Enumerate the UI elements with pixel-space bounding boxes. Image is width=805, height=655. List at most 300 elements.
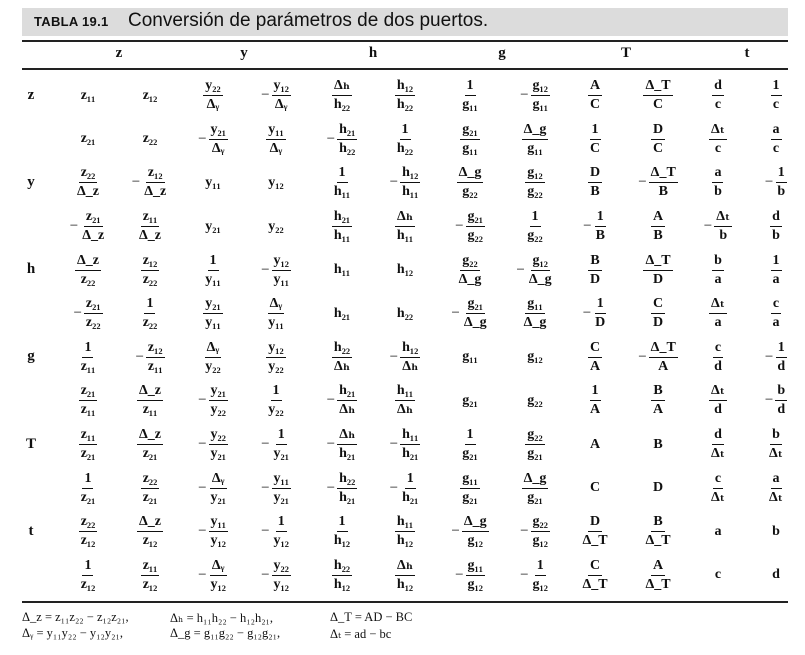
minus-sign: − xyxy=(261,479,270,496)
numerator: g₁₂ xyxy=(531,253,550,271)
minus-sign: − xyxy=(389,174,399,191)
top-rule xyxy=(22,40,788,42)
fraction xyxy=(75,253,101,288)
table-cell xyxy=(746,248,805,292)
denominator: Δ_g xyxy=(528,271,552,287)
fraction xyxy=(203,340,222,375)
denominator: y₂₂ xyxy=(268,402,284,418)
numerator: B xyxy=(651,383,664,401)
fraction xyxy=(771,78,782,113)
denominator: g₂₁ xyxy=(527,446,543,462)
numerator: b xyxy=(712,253,724,271)
cell-value: y₁₂ xyxy=(268,174,284,190)
minus-sign: − xyxy=(131,174,141,191)
table-cell xyxy=(120,118,180,162)
denominator: y₂₁ xyxy=(273,489,289,505)
table-cell xyxy=(375,161,435,205)
numerator: h₁₁ xyxy=(400,427,420,445)
minus-sign: − xyxy=(261,87,270,104)
numerator: y₂₁ xyxy=(203,296,222,314)
table-cell xyxy=(746,161,805,205)
fraction xyxy=(588,383,602,418)
table-cell xyxy=(440,336,500,380)
minus-sign: − xyxy=(389,348,399,365)
numerator: D xyxy=(588,165,602,183)
numerator: Δₜ xyxy=(709,296,727,314)
numerator: 1 xyxy=(595,209,606,227)
numerator: Δ_g xyxy=(522,122,549,140)
denominator: d xyxy=(777,358,786,374)
footnote-delta-g: Δ_g = g₁₁g₂₂ − g₁₂g₂₁, xyxy=(170,626,281,640)
fraction xyxy=(460,471,479,506)
denominator: y₂₁ xyxy=(210,489,226,505)
table-cell xyxy=(312,379,372,423)
fraction xyxy=(522,296,549,331)
numerator: y₂₂ xyxy=(209,427,228,445)
denominator: z₁₁ xyxy=(80,402,96,418)
numerator: Δ_z xyxy=(137,383,163,401)
fraction xyxy=(400,340,420,375)
numerator: Δₕ xyxy=(332,78,352,96)
table-cell xyxy=(375,466,435,510)
numerator: h₁₁ xyxy=(395,514,415,532)
denominator: g₁₂ xyxy=(532,576,548,592)
fraction xyxy=(146,340,165,375)
numerator: h₁₂ xyxy=(400,165,420,183)
minus-sign: − xyxy=(198,566,207,583)
minus-sign: − xyxy=(451,305,460,322)
denominator: Δ_z xyxy=(77,184,99,200)
denominator: Δₜ xyxy=(711,489,725,505)
fraction xyxy=(527,253,554,288)
fraction xyxy=(266,383,285,418)
fraction xyxy=(651,383,665,418)
fraction xyxy=(209,514,228,549)
fraction xyxy=(400,427,420,462)
denominator: g₂₂ xyxy=(527,228,543,244)
fraction xyxy=(531,78,550,113)
table-cell xyxy=(183,336,243,380)
cell-value: a xyxy=(714,523,722,539)
numerator: 1 xyxy=(82,471,93,489)
fraction xyxy=(709,383,727,418)
denominator: h₁₁ xyxy=(396,228,414,244)
denominator: h₁₂ xyxy=(333,576,351,592)
table-cell xyxy=(628,118,688,162)
fraction xyxy=(395,514,415,549)
fraction xyxy=(141,296,160,331)
fraction xyxy=(395,78,415,113)
denominator: C xyxy=(589,97,601,113)
numerator: 1 xyxy=(771,253,782,271)
numerator: z₁₂ xyxy=(146,340,165,358)
numerator: Δₕ xyxy=(337,427,357,445)
denominator: Δ_z xyxy=(82,228,105,244)
table-cell xyxy=(628,554,688,598)
fraction xyxy=(714,209,732,244)
minus-sign: − xyxy=(764,174,774,191)
table-cell xyxy=(628,423,688,467)
numerator: y₂₂ xyxy=(203,78,222,96)
fraction xyxy=(643,558,672,593)
minus-sign: − xyxy=(326,436,336,453)
numerator: h₂₁ xyxy=(332,209,352,227)
table-cell xyxy=(375,205,435,249)
table-cell xyxy=(375,379,435,423)
numerator: z₂₁ xyxy=(84,296,103,314)
fraction xyxy=(775,165,787,200)
fraction xyxy=(771,122,782,157)
table-cell xyxy=(246,118,306,162)
numerator: a xyxy=(771,122,782,140)
fraction xyxy=(80,209,106,244)
table-cell xyxy=(565,510,625,554)
fraction xyxy=(588,253,602,288)
denominator: Δₜ xyxy=(769,489,783,505)
fraction xyxy=(712,165,724,200)
numerator: 1 xyxy=(530,209,541,227)
denominator: y₂₂ xyxy=(268,358,284,374)
table-cell xyxy=(440,292,500,336)
footnote-delta-t: Δₜ = ad − bc xyxy=(330,627,392,641)
cell-value: h₁₁ xyxy=(333,262,351,278)
table-cell xyxy=(183,379,243,423)
denominator: y₁₂ xyxy=(273,576,289,592)
minus-sign: − xyxy=(455,566,464,583)
fraction xyxy=(466,209,485,244)
denominator: z₂₂ xyxy=(80,271,96,287)
numerator: y₂₂ xyxy=(272,558,291,576)
denominator: A xyxy=(658,358,669,374)
fraction xyxy=(457,253,484,288)
table-cell xyxy=(688,74,748,118)
numerator: Δ_g xyxy=(522,471,549,489)
table-cell xyxy=(505,466,565,510)
denominator: Δᵧ xyxy=(269,140,283,156)
table-cell xyxy=(246,466,306,510)
fraction xyxy=(580,514,609,549)
denominator: z₂₁ xyxy=(142,446,158,462)
denominator: g₁₁ xyxy=(532,97,548,113)
denominator: c xyxy=(714,97,722,113)
numerator: C xyxy=(588,340,602,358)
numerator: y₁₂ xyxy=(266,340,285,358)
numerator: h₁₂ xyxy=(400,340,420,358)
fraction xyxy=(395,558,415,593)
fraction xyxy=(272,253,291,288)
table-cell xyxy=(375,74,435,118)
footnote-delta-y: Δᵧ = y₁₁y₂₂ − y₁₂y₂₁, xyxy=(22,626,123,640)
denominator: g₂₁ xyxy=(462,489,478,505)
denominator: h₂₁ xyxy=(402,446,419,462)
denominator: g₂₂ xyxy=(467,228,483,244)
fraction xyxy=(79,514,98,549)
table-cell xyxy=(688,554,748,598)
fraction xyxy=(209,122,228,157)
table-cell xyxy=(628,292,688,336)
numerator: d xyxy=(770,209,782,227)
table-cell xyxy=(183,205,243,249)
numerator: z₂₂ xyxy=(141,471,160,489)
cell-value: z₁₁ xyxy=(80,87,96,103)
table-title: Conversión de parámetros de dos puertos. xyxy=(128,10,489,31)
denominator: Δ_g xyxy=(463,315,487,331)
minus-sign: − xyxy=(135,348,144,365)
table-cell xyxy=(565,118,625,162)
column-header-z: z xyxy=(115,45,123,61)
table-cell xyxy=(246,336,306,380)
fraction xyxy=(400,165,420,200)
cell-value: g₁₁ xyxy=(462,349,478,365)
table-cell xyxy=(246,248,306,292)
table-cell xyxy=(628,466,688,510)
table-cell xyxy=(58,423,118,467)
table-cell xyxy=(58,161,118,205)
numerator: Δₕ xyxy=(395,209,415,227)
table-cell xyxy=(183,248,243,292)
fraction xyxy=(332,340,352,375)
table-cell xyxy=(58,510,118,554)
table-cell xyxy=(565,336,625,380)
denominator: Δₕ xyxy=(402,358,419,374)
denominator: g₁₁ xyxy=(462,140,478,156)
bottom-rule xyxy=(22,601,788,603)
cell-value: z₂₁ xyxy=(80,131,96,147)
fraction xyxy=(457,165,484,200)
column-header-T: T xyxy=(620,45,631,61)
table-cell xyxy=(746,336,805,380)
denominator: g₂₁ xyxy=(462,446,478,462)
numerator: a xyxy=(771,471,782,489)
denominator: z₁₂ xyxy=(80,576,96,592)
denominator: h₁₁ xyxy=(402,184,419,200)
fraction xyxy=(203,78,222,113)
table-cell xyxy=(565,292,625,336)
table-cell xyxy=(246,205,306,249)
denominator: B xyxy=(658,184,668,200)
numerator: Δ_g xyxy=(462,514,489,532)
fraction xyxy=(588,78,602,113)
fraction xyxy=(651,122,665,157)
table-cell xyxy=(688,248,748,292)
fraction xyxy=(770,209,782,244)
fraction xyxy=(79,558,98,593)
numerator: g₁₁ xyxy=(466,558,485,576)
denominator: g₂₂ xyxy=(527,184,543,200)
cell-value: D xyxy=(652,480,664,496)
table-cell xyxy=(505,161,565,205)
denominator: h₁₂ xyxy=(396,533,414,549)
cell-value: c xyxy=(714,567,722,583)
table-cell xyxy=(312,554,372,598)
table-cell xyxy=(120,74,180,118)
numerator: Δₜ xyxy=(714,209,732,227)
denominator: h₁₁ xyxy=(333,228,351,244)
minus-sign: − xyxy=(261,566,270,583)
table-cell xyxy=(565,379,625,423)
fraction xyxy=(272,78,291,113)
table-cell xyxy=(688,423,748,467)
numerator: h₁₁ xyxy=(395,383,415,401)
numerator: Δ_g xyxy=(457,165,484,183)
minus-sign: − xyxy=(326,130,336,147)
denominator: c xyxy=(714,140,722,156)
table-cell xyxy=(440,379,500,423)
table-cell xyxy=(746,466,805,510)
numerator: y₂₁ xyxy=(209,383,228,401)
table-cell xyxy=(688,292,748,336)
denominator: d xyxy=(714,358,722,374)
cell-value: A xyxy=(589,436,601,452)
table-cell xyxy=(688,161,748,205)
denominator: h₁₁ xyxy=(333,184,351,200)
numerator: g₁₁ xyxy=(525,296,544,314)
table-cell xyxy=(120,248,180,292)
table-cell xyxy=(120,292,180,336)
numerator: z₂₁ xyxy=(79,383,98,401)
denominator: z₂₁ xyxy=(80,489,96,505)
denominator: D xyxy=(589,271,601,287)
column-header-t: t xyxy=(744,45,750,61)
minus-sign: − xyxy=(198,523,207,540)
table-cell xyxy=(58,118,118,162)
numerator: Δᵧ xyxy=(210,471,227,489)
fraction xyxy=(137,209,163,244)
numerator: B xyxy=(588,253,601,271)
table-cell xyxy=(375,336,435,380)
minus-sign: − xyxy=(326,392,336,409)
table-cell xyxy=(746,118,805,162)
numerator: z₂₂ xyxy=(79,514,98,532)
table-cell xyxy=(120,205,180,249)
table-cell xyxy=(246,161,306,205)
table-cell xyxy=(440,510,500,554)
denominator: g₁₂ xyxy=(467,576,483,592)
denominator: z₁₁ xyxy=(142,402,158,418)
minus-sign: − xyxy=(69,218,79,235)
numerator: z₁₁ xyxy=(79,427,98,445)
fraction xyxy=(525,209,544,244)
numerator: 1 xyxy=(776,165,787,183)
denominator: c xyxy=(772,97,780,113)
minus-sign: − xyxy=(198,479,207,496)
fraction xyxy=(209,427,228,462)
numerator: 1 xyxy=(465,78,476,96)
numerator: 1 xyxy=(405,471,416,489)
table-cell xyxy=(246,74,306,118)
table-cell xyxy=(628,161,688,205)
fraction xyxy=(771,253,782,288)
fraction xyxy=(272,427,291,462)
fraction xyxy=(709,296,727,331)
row-header-T: T xyxy=(25,435,36,452)
fraction xyxy=(272,558,291,593)
cell-value: h₂₁ xyxy=(333,305,351,321)
numerator: z₁₂ xyxy=(146,165,165,183)
numerator: Δ_T xyxy=(643,78,672,96)
table-cell xyxy=(183,423,243,467)
denominator: h₂₁ xyxy=(339,446,356,462)
denominator: g₁₁ xyxy=(527,140,543,156)
fraction xyxy=(775,383,787,418)
denominator: B xyxy=(595,228,605,244)
denominator: Δₜ xyxy=(769,446,783,462)
fraction xyxy=(84,296,103,331)
denominator: z₂₁ xyxy=(142,489,158,505)
numerator: 1 xyxy=(776,340,787,358)
footnote-delta-T: Δ_T = AD − BC xyxy=(330,610,413,624)
table-cell xyxy=(746,205,805,249)
fraction xyxy=(643,78,672,113)
denominator: g₁₂ xyxy=(532,533,548,549)
table-cell xyxy=(120,510,180,554)
denominator: Δ_z xyxy=(144,184,167,200)
table-cell xyxy=(312,466,372,510)
denominator: b xyxy=(719,228,728,244)
row-header-z: z xyxy=(27,86,35,103)
numerator: g₂₁ xyxy=(466,296,485,314)
numerator: g₂₂ xyxy=(531,514,550,532)
fraction xyxy=(588,122,602,157)
denominator: y₂₂ xyxy=(205,358,221,374)
table-cell xyxy=(628,336,688,380)
numerator: B xyxy=(651,514,664,532)
minus-sign: − xyxy=(638,348,647,365)
numerator: h₁₂ xyxy=(395,78,415,96)
fraction xyxy=(209,558,228,593)
fraction xyxy=(643,514,672,549)
denominator: Δ_T xyxy=(645,533,671,549)
table-cell xyxy=(58,205,118,249)
numerator: c xyxy=(713,340,723,358)
denominator: h₁₂ xyxy=(396,576,414,592)
table-cell xyxy=(312,74,372,118)
numerator: Δₜ xyxy=(709,122,727,140)
minus-sign: − xyxy=(261,261,270,278)
denominator: h₂₂ xyxy=(396,97,414,113)
denominator: d xyxy=(714,402,722,418)
numerator: y₂₁ xyxy=(209,122,228,140)
row-header-g: g xyxy=(27,348,35,365)
numerator: y₁₂ xyxy=(272,78,291,96)
table-cell xyxy=(58,336,118,380)
numerator: g₁₁ xyxy=(460,471,479,489)
denominator: D xyxy=(652,315,664,331)
cell-value: h₁₂ xyxy=(396,262,414,278)
table-cell xyxy=(746,292,805,336)
table-cell xyxy=(375,554,435,598)
fraction xyxy=(651,209,665,244)
table-cell xyxy=(565,554,625,598)
table-cell xyxy=(746,423,805,467)
denominator: B xyxy=(590,184,600,200)
fraction xyxy=(395,209,415,244)
fraction xyxy=(462,514,489,549)
table-cell xyxy=(58,379,118,423)
numerator: 1 xyxy=(590,383,601,401)
fraction xyxy=(337,122,357,157)
denominator: y₁₂ xyxy=(273,533,289,549)
numerator: Δ_z xyxy=(137,427,163,445)
denominator: Δ_T xyxy=(582,576,608,592)
table-cell xyxy=(746,510,805,554)
column-header-g: g xyxy=(498,45,506,61)
numerator: z₁₂ xyxy=(141,253,160,271)
fraction xyxy=(209,471,228,506)
numerator: g₁₂ xyxy=(525,165,544,183)
numerator: 1 xyxy=(595,296,606,314)
table-cell xyxy=(183,466,243,510)
